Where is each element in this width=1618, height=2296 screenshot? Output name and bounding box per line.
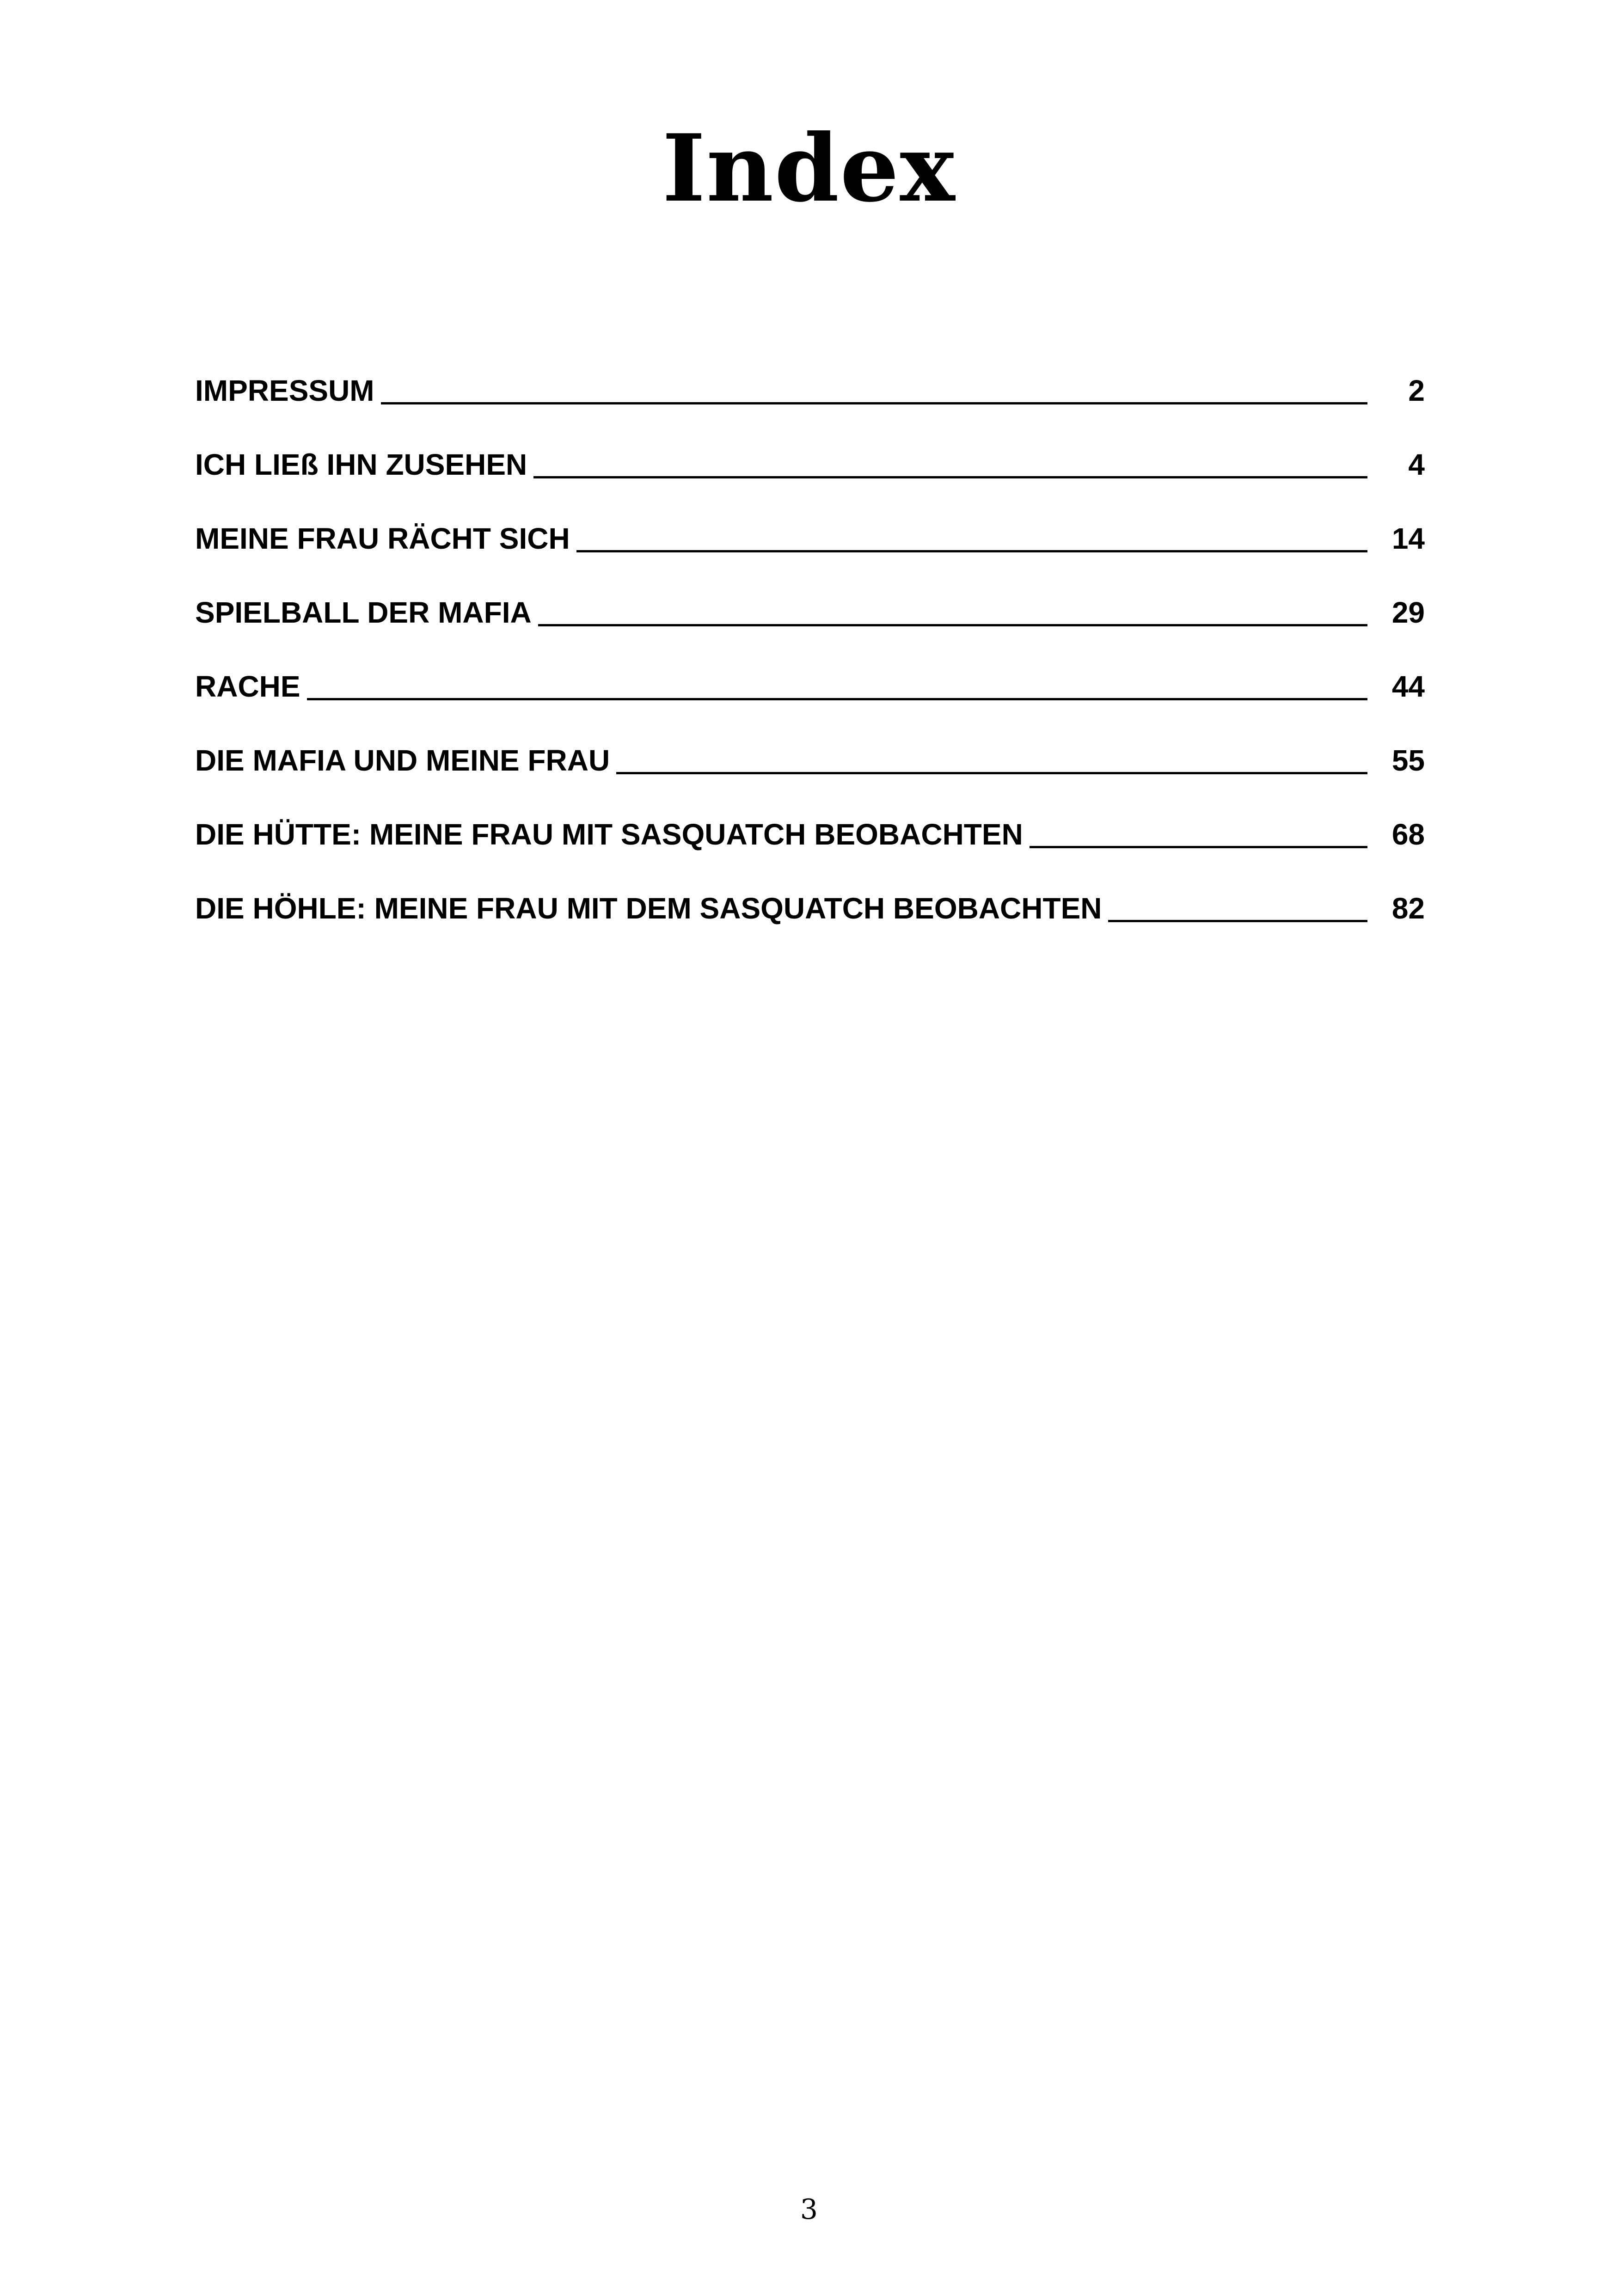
toc-entry-die-huette[interactable] <box>195 809 1425 883</box>
toc-leader-line <box>1108 920 1367 922</box>
toc-entry-page: 68 <box>1391 818 1425 851</box>
toc-leader-line <box>576 550 1367 552</box>
toc-leader-line <box>616 772 1367 774</box>
toc-entry-page: 55 <box>1391 744 1425 777</box>
toc-entry-title: IMPRESSUM <box>195 374 374 407</box>
toc-entry-page: 44 <box>1391 670 1425 703</box>
toc-entry-page: 82 <box>1391 892 1425 925</box>
toc-entry-impressum[interactable] <box>195 365 1425 439</box>
toc-entry-page: 14 <box>1391 522 1425 555</box>
toc-entry-title: DIE HÖHLE: MEINE FRAU MIT DEM SASQUATCH BEOBACHTEN <box>195 892 1102 925</box>
page-number: 3 <box>800 2193 818 2226</box>
table-of-contents <box>195 365 1425 957</box>
toc-entry-title: DIE MAFIA UND MEINE FRAU <box>195 744 610 777</box>
toc-entry-page: 4 <box>1408 448 1425 481</box>
toc-entry-meine-frau-raecht-sich[interactable] <box>195 513 1425 587</box>
toc-leader-line <box>533 476 1367 478</box>
toc-entry-die-hoehle[interactable] <box>195 883 1425 957</box>
toc-leader-line <box>1030 846 1367 848</box>
toc-entry-page: 2 <box>1408 374 1425 407</box>
toc-entry-title: SPIELBALL DER MAFIA <box>195 596 532 629</box>
toc-entry-page: 29 <box>1391 596 1425 629</box>
toc-entry-spielball-der-mafia[interactable] <box>195 587 1425 661</box>
toc-entry-title: ICH LIEß IHN ZUSEHEN <box>195 448 527 481</box>
toc-entry-rache[interactable] <box>195 661 1425 735</box>
toc-entry-die-mafia-und-meine-frau[interactable] <box>195 735 1425 809</box>
toc-entry-title: DIE HÜTTE: MEINE FRAU MIT SASQUATCH BEOBACHTEN <box>195 818 1023 851</box>
toc-leader-line <box>538 624 1367 626</box>
page-title: Index <box>662 114 956 223</box>
toc-leader-line <box>381 402 1367 404</box>
toc-entry-title: RACHE <box>195 670 300 703</box>
toc-entry-ich-liess-ihn-zusehen[interactable] <box>195 439 1425 513</box>
toc-leader-line <box>307 698 1367 700</box>
toc-entry-title: MEINE FRAU RÄCHT SICH <box>195 522 570 555</box>
